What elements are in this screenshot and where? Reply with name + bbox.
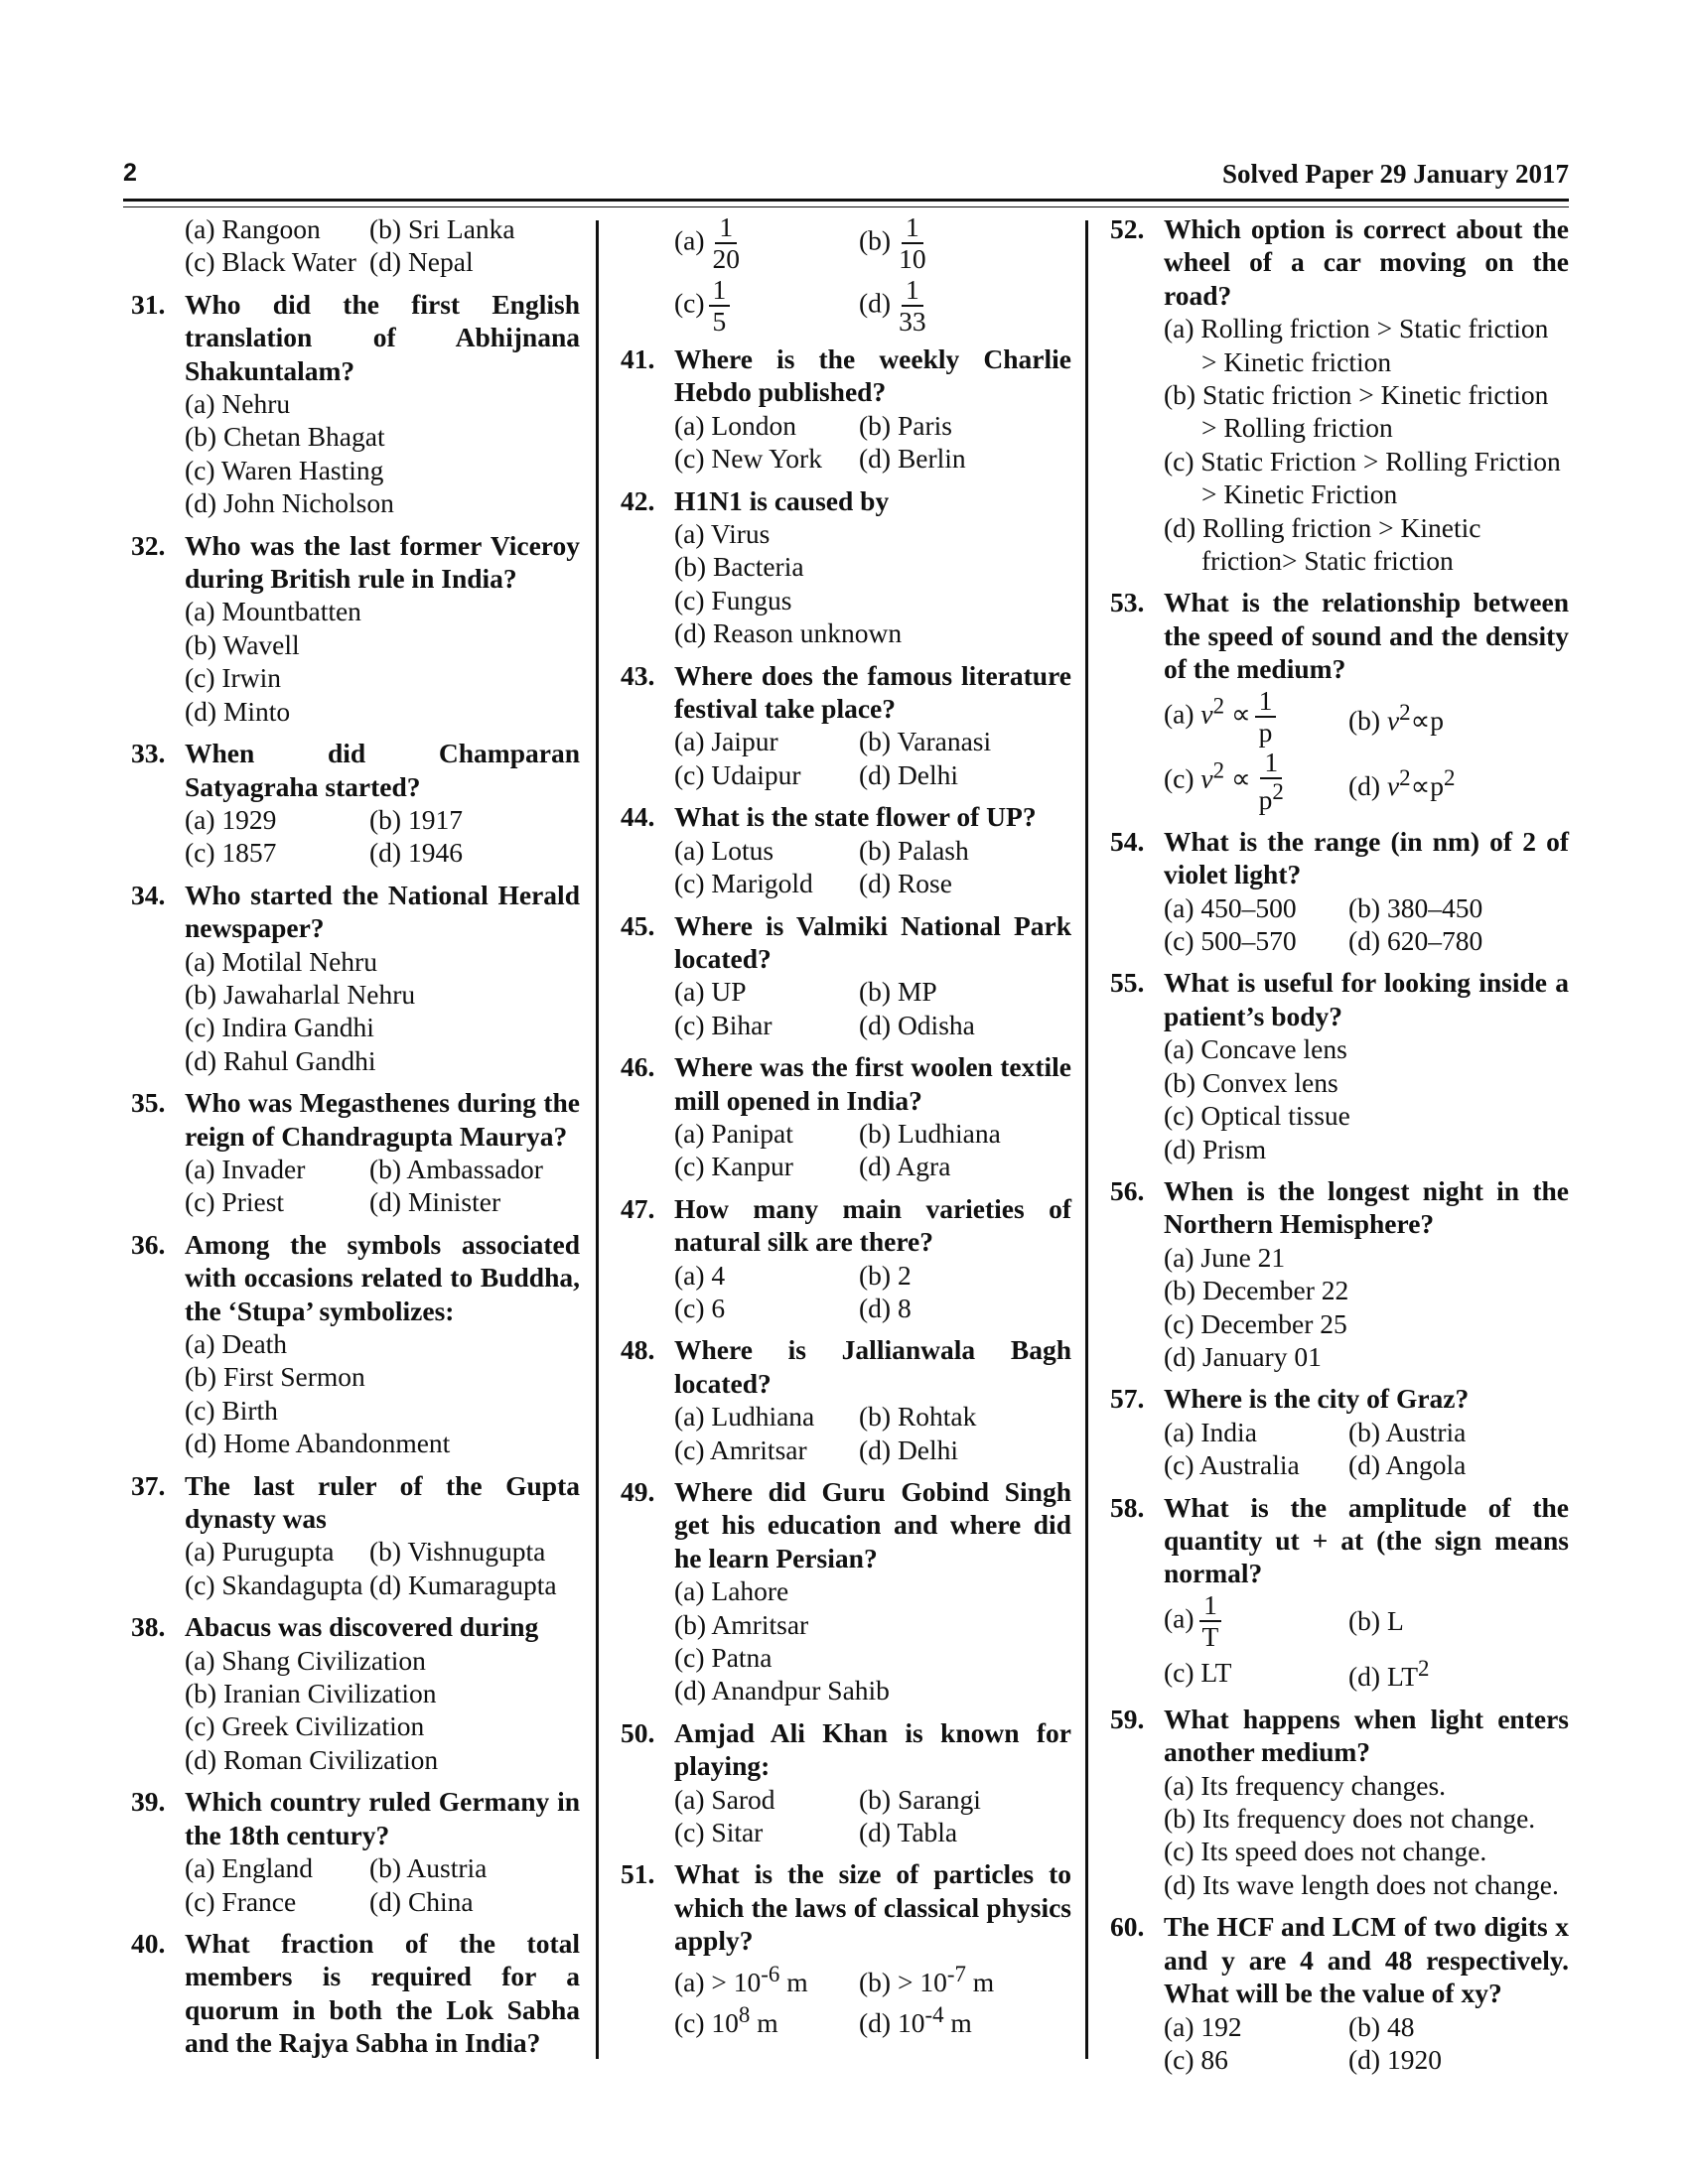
option: (d) 8: [859, 1292, 912, 1323]
question-40: [123, 1927, 580, 2060]
option: $(b) > 10^{-7}$ m: [859, 1961, 995, 1997]
question-number: 54.: [1110, 825, 1145, 857]
question-number: 46.: [621, 1051, 655, 1083]
option: (b) Varanasi: [859, 726, 992, 757]
option: (b) 380–450: [1348, 891, 1483, 923]
question-text: How many main varieties of natural silk are there?: [674, 1192, 1071, 1258]
option: (a) 4: [674, 1259, 726, 1291]
question-49: [613, 1475, 1071, 1707]
column-2: [613, 212, 1071, 2049]
option: (d) January 01: [1164, 1340, 1322, 1372]
question-number: 49.: [621, 1476, 655, 1507]
question-32: [123, 529, 580, 728]
column-3: [1102, 212, 1569, 2085]
option: (b) 1917: [369, 803, 463, 835]
question-number: 51.: [621, 1858, 655, 1890]
option: (c) Sitar: [674, 1817, 764, 1848]
question-57: [1102, 1382, 1569, 1481]
question-60: [1102, 1910, 1569, 2076]
option: (c) Waren Hasting: [185, 454, 384, 485]
option: (c) Static Friction > Rolling Friction > Kinetic Friction: [1164, 445, 1561, 510]
option: (a) 1929: [185, 803, 277, 835]
option: (d) Nepal: [369, 246, 474, 278]
option: (d) China: [369, 1885, 474, 1917]
option: (d) Anandpur Sahib: [674, 1675, 890, 1706]
question-number: 43.: [621, 659, 655, 691]
option: (a) Ludhiana: [674, 1401, 815, 1433]
option: (b) Rohtak: [859, 1401, 977, 1433]
option: (d) John Nicholson: [185, 487, 394, 519]
question-46: [613, 1050, 1071, 1183]
option: (a) Mountbatten: [185, 596, 361, 627]
question-50: [613, 1716, 1071, 1849]
question-text: Amjad Ali Khan is known for playing:: [674, 1716, 1071, 1782]
option: (b) Austria: [1348, 1416, 1467, 1447]
option: (c) France: [185, 1885, 297, 1917]
option: (c) New York: [674, 443, 822, 475]
question-31: [123, 288, 580, 520]
question-35: [123, 1086, 580, 1219]
question-text: Which country ruled Germany in the 18th century?: [185, 1786, 580, 1850]
option: (b) Ludhiana: [859, 1117, 1001, 1149]
option: (c) Patna: [674, 1642, 773, 1674]
option: (a) Death: [185, 1328, 288, 1359]
option: (d) Roman Civilization: [185, 1743, 439, 1775]
question-number: 56.: [1110, 1174, 1145, 1206]
option: (a) Lotus: [674, 834, 774, 866]
option: (d) Minto: [185, 695, 291, 727]
option: (c) Fungus: [674, 584, 792, 615]
option: (a) $v^2$ ∝ $\frac{1}{p}$: [1164, 686, 1348, 749]
question-text: What is the size of particles to which the laws of classical physics apply?: [674, 1858, 1071, 1957]
question-number: 32.: [131, 529, 166, 561]
option: (a) England: [185, 1852, 314, 1884]
question-text: When did Champaran Satyagraha started?: [185, 738, 580, 802]
option: (d) Kumaragupta: [369, 1569, 557, 1600]
question-45: [613, 909, 1071, 1042]
question-number: 38.: [131, 1611, 166, 1643]
option: (c) Priest: [185, 1186, 285, 1218]
option: (a) Panipat: [674, 1117, 793, 1149]
column-divider: [596, 220, 599, 2059]
option: (d) Delhi: [859, 1433, 959, 1465]
question-40-options: [613, 212, 1071, 337]
option: (c) Indira Gandhi: [185, 1012, 374, 1043]
question-text: What is useful for looking inside a patient’s body?: [1164, 967, 1569, 1031]
question-text: Where is the weekly Charlie Hebdo published?: [674, 343, 1071, 408]
question-text: Which option is correct about the wheel of a car moving on the road?: [1164, 213, 1569, 311]
option: (b) Sarangi: [859, 1783, 981, 1815]
option: (d) Tabla: [859, 1817, 958, 1848]
question-37: [123, 1469, 580, 1602]
question-43: [613, 659, 1071, 792]
option: (c) 86: [1164, 2043, 1228, 2075]
option: (a) 192: [1164, 2010, 1242, 2042]
option: (b) Bacteria: [674, 551, 804, 583]
question-text: Who did the first English translation of Abhijnana Shakuntalam?: [185, 288, 580, 386]
question-48: [613, 1333, 1071, 1466]
column-1: [123, 212, 580, 2069]
option: (c) Optical tissue: [1164, 1100, 1350, 1132]
option: (b) Sri Lanka: [369, 213, 515, 244]
question-text: Among the symbols associated with occasions related to Buddha, the ‘Stupa’ symbolizes:: [185, 1228, 580, 1326]
question-58: [1102, 1491, 1569, 1694]
question-number: 50.: [621, 1716, 655, 1748]
option: (b) L: [1348, 1605, 1404, 1637]
option: (c) 1857: [185, 837, 277, 869]
option: (b) Iranian Civilization: [185, 1678, 437, 1709]
option: (a) $\frac{1}{20}$: [674, 211, 741, 275]
option: (c) Irwin: [185, 662, 281, 694]
option: (a) Nehru: [185, 388, 291, 420]
question-text: Where did Guru Gobind Singh get his education and where did he learn Persian?: [674, 1476, 1071, 1573]
option: (b) MP: [859, 976, 937, 1008]
question-number: 59.: [1110, 1703, 1145, 1734]
option: (b) Paris: [859, 409, 952, 441]
question-56: [1102, 1174, 1569, 1373]
question-34: [123, 879, 580, 1077]
option: (a) Virus: [674, 518, 771, 550]
option: (b) 48: [1348, 2010, 1415, 2042]
question-number: 48.: [621, 1334, 655, 1366]
option: (a) Its frequency changes.: [1164, 1769, 1447, 1801]
option: (a) Concave lens: [1164, 1033, 1347, 1065]
question-text: When is the longest night in the Northern Hemisphere?: [1164, 1174, 1569, 1240]
option: (b) Static friction > Kinetic friction > Rolling friction: [1164, 379, 1549, 444]
question-text: Where was the first woolen textile mill opened in India?: [674, 1051, 1071, 1116]
option: (c) Black Water: [185, 246, 356, 278]
option: (a) Shang Civilization: [185, 1644, 426, 1676]
option: (d) Angola: [1348, 1449, 1467, 1481]
question-38: [123, 1610, 580, 1776]
option: (c) Kanpur: [674, 1151, 793, 1182]
header-rule: [123, 199, 1569, 202]
option: (b) Palash: [859, 834, 969, 866]
option: (c) Amritsar: [674, 1433, 807, 1465]
option: (c) Bihar: [674, 1009, 773, 1040]
question-text: Where does the famous literature festival take place?: [674, 659, 1071, 725]
option: (c) December 25: [1164, 1307, 1347, 1339]
option: (d) 1920: [1348, 2043, 1442, 2075]
option: (b) Ambassador: [369, 1153, 543, 1184]
option: (b) Wavell: [185, 628, 300, 660]
question-text: What is the amplitude of the quantity ut + at (the sign means normal?: [1164, 1491, 1569, 1589]
question-number: 47.: [621, 1192, 655, 1224]
option: (d) $v^2\propto p^2$: [1348, 764, 1456, 801]
question-52: [1102, 212, 1569, 577]
question-42: [613, 484, 1071, 650]
option: (a) Rangoon: [185, 213, 321, 244]
option: (b) First Sermon: [185, 1361, 365, 1393]
option: (b) December 22: [1164, 1275, 1349, 1306]
question-text: The HCF and LCM of two digits x and y are 4 and 48 respectively. What will be the value of xy?: [1164, 1911, 1569, 2009]
option: (d) Rolling friction > Kinetic friction> Static friction: [1164, 511, 1481, 577]
option: $(a) > 10^{-6}$ m: [674, 1961, 808, 1997]
option: (a) Purugupta: [185, 1536, 335, 1568]
option: (b) Chetan Bhagat: [185, 421, 385, 453]
option: (c) $10^8$ m: [674, 2002, 778, 2039]
option: (d) $\frac{1}{33}$: [859, 273, 926, 337]
option: (d) Delhi: [859, 758, 959, 790]
option: (d) Agra: [859, 1151, 951, 1182]
question-text: What happens when light enters another medium?: [1164, 1703, 1569, 1768]
option: (d) Minister: [369, 1186, 501, 1218]
question-number: 36.: [131, 1228, 166, 1260]
option: (d) Rose: [859, 868, 952, 899]
option: (a) India: [1164, 1416, 1257, 1447]
option: (a) Jaipur: [674, 726, 778, 757]
option: (a) Motilal Nehru: [185, 945, 377, 977]
option: (a) UP: [674, 976, 747, 1008]
option: (c) Australia: [1164, 1449, 1300, 1481]
option: (d) Prism: [1164, 1133, 1267, 1164]
question-text: What is the range (in nm) of 2 of violet light?: [1164, 825, 1569, 890]
option: (a) Rolling friction > Static friction > Kinetic friction: [1164, 313, 1549, 377]
question-number: 44.: [621, 801, 655, 833]
question-number: 33.: [131, 738, 166, 769]
question-number: 45.: [621, 909, 655, 941]
question-number: 40.: [131, 1927, 166, 1959]
question-text: What is the state flower of UP?: [674, 801, 1037, 833]
question-number: 39.: [131, 1786, 166, 1818]
option: (d) $LT^2$: [1348, 1656, 1430, 1693]
option: (d) Home Abandonment: [185, 1428, 451, 1459]
question-39: [123, 1785, 580, 1918]
page-number: 2: [123, 159, 137, 187]
question-55: [1102, 966, 1569, 1164]
header-rule-thin: [123, 206, 1569, 207]
option: (a) London: [674, 409, 796, 441]
question-59: [1102, 1703, 1569, 1901]
option: (c) Its speed does not change.: [1164, 1836, 1487, 1867]
question-44: [613, 800, 1071, 899]
question-47: [613, 1192, 1071, 1325]
question-41: [613, 342, 1071, 476]
option: (d) Its wave length does not change.: [1164, 1868, 1559, 1900]
question-text: Who was the last former Viceroy during British rule in India?: [185, 529, 580, 595]
question-33: [123, 737, 580, 870]
option: (c) 6: [674, 1292, 726, 1323]
option: (b) $v^2\propto p$: [1348, 700, 1445, 737]
option: (a) June 21: [1164, 1241, 1286, 1273]
option: (c) Udaipur: [674, 758, 801, 790]
question-number: 37.: [131, 1469, 166, 1501]
option: (c) $\frac{1}{5}$: [674, 275, 859, 338]
question-text: H1N1 is caused by: [674, 484, 890, 516]
question-number: 31.: [131, 288, 166, 320]
question-number: 60.: [1110, 1911, 1145, 1943]
question-number: 52.: [1110, 213, 1145, 244]
option: (b) Vishnugupta: [369, 1536, 546, 1568]
question-51: [613, 1857, 1071, 2039]
question-text: Who was Megasthenes during the reign of Chandragupta Maurya?: [185, 1087, 580, 1152]
question-number: 41.: [621, 343, 655, 374]
question-number: 58.: [1110, 1491, 1145, 1523]
page-title: Solved Paper 29 January 2017: [1221, 159, 1569, 189]
option: (c) Marigold: [674, 868, 813, 899]
question-number: 53.: [1110, 587, 1145, 618]
question-number: 42.: [621, 484, 655, 516]
option: (a) Lahore: [674, 1575, 789, 1607]
question-text: What fraction of the total members is required for a quorum in both the Lok Sabha and the Rajya Sabha in India?: [185, 1927, 580, 2059]
question-text: The last ruler of the Gupta dynasty was: [185, 1469, 580, 1535]
option: (d) Berlin: [859, 443, 966, 475]
question-53: [1102, 586, 1569, 815]
question-36: [123, 1228, 580, 1460]
option: (b) $\frac{1}{10}$: [859, 211, 926, 275]
option: (b) Its frequency does not change.: [1164, 1803, 1536, 1835]
option: (d) 1946: [369, 837, 463, 869]
option: (b) Amritsar: [674, 1608, 809, 1640]
option: (c) 500–570: [1164, 925, 1297, 957]
option: (a) 450–500: [1164, 891, 1297, 923]
option: (c) Skandagupta: [185, 1569, 363, 1600]
option: (d) $10^{-4}$ m: [859, 2002, 972, 2039]
question-number: 34.: [131, 879, 166, 910]
option: (a) Sarod: [674, 1783, 775, 1815]
question-text: Who started the National Herald newspaper?: [185, 879, 580, 944]
option: (b) 2: [859, 1259, 912, 1291]
question-text: Where is Valmiki National Park located?: [674, 909, 1071, 974]
option: (c) LT: [1164, 1657, 1232, 1689]
question-text: Where is the city of Graz?: [1164, 1383, 1470, 1415]
option: (c) $v^2$ ∝ $\frac{1}{p^2}$: [1164, 747, 1284, 816]
option: (c) Birth: [185, 1394, 278, 1426]
option: (c) Greek Civilization: [185, 1710, 425, 1742]
option: (d) Reason unknown: [674, 617, 903, 649]
option: (d) Odisha: [859, 1009, 975, 1040]
question-30-options: [123, 212, 580, 279]
option: (a) Invader: [185, 1153, 306, 1184]
question-number: 55.: [1110, 967, 1145, 999]
question-text: Abacus was discovered during: [185, 1611, 539, 1643]
question-54: [1102, 825, 1569, 958]
option: (b) Austria: [369, 1852, 488, 1884]
question-number: 35.: [131, 1087, 166, 1119]
question-number: 57.: [1110, 1383, 1145, 1415]
option: (d) 620–780: [1348, 925, 1483, 957]
question-text: What is the relationship between the speed of sound and the density of the medium?: [1164, 587, 1569, 685]
option: (b) Convex lens: [1164, 1066, 1338, 1098]
option: (d) Rahul Gandhi: [185, 1044, 376, 1076]
column-divider: [1085, 220, 1088, 2059]
option: (b) Jawaharlal Nehru: [185, 978, 416, 1010]
option: (a) $\frac{1}{T}$: [1164, 1590, 1348, 1653]
question-text: Where is Jallianwala Bagh located?: [674, 1334, 1071, 1399]
